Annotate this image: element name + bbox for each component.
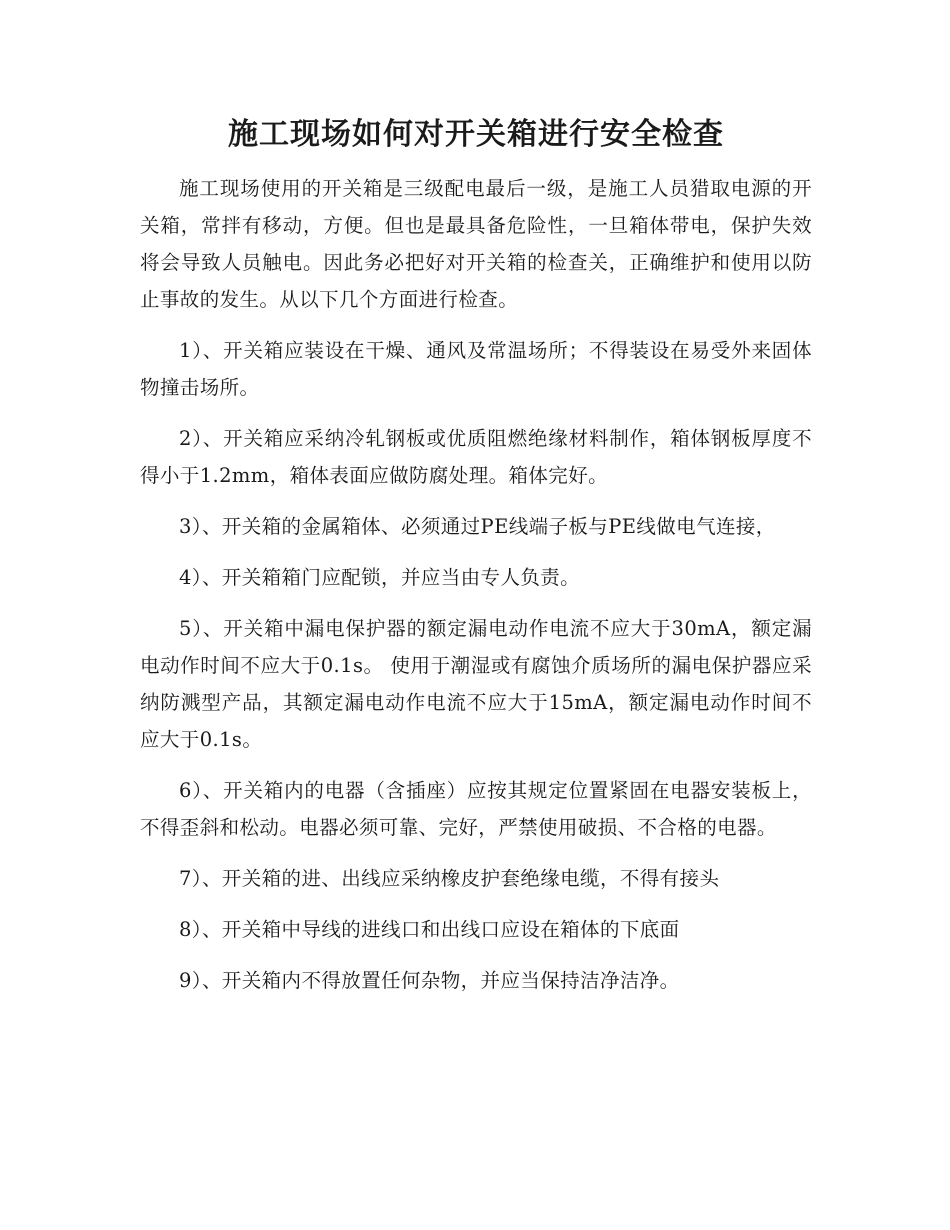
intro-paragraph: 施工现场使用的开关箱是三级配电最后一级，是施工人员猎取电源的开关箱，常拌有移动，方便。但也是最具备危险性，一旦箱体带电，保护失效将会导致人员触电。因此务必把好对开关箱的检查关，正确维护和使用以防止事故的发生。从以下几个方面进行检查。 [140,177,812,311]
check-item-9: 9）、开关箱内不得放置任何杂物，并应当保持洁净洁净。 [179,969,680,992]
check-item-3: 3）、开关箱的金属箱体、必须通过PE线端子板与PE线做电气连接， [179,515,776,538]
check-item-2: 2）、开关箱应采纳冷轧钢板或优质阻燃绝缘材料制作，箱体钢板厚度不得小于1.2mm，箱体表面应做防腐处理。箱体完好。 [140,427,812,487]
check-item-7: 7）、开关箱的进、出线应采纳橡皮护套绝缘电缆，不得有接头 [179,867,720,890]
document-title: 施工现场如何对开关箱进行安全检查 [228,117,724,152]
check-item-4: 4）、开关箱箱门应配锁，并应当由专人负责。 [179,566,581,589]
check-item-6: 6）、开关箱内的电器（含插座）应按其规定位置紧固在电器安装板上，不得歪斜和松动。电器必须可靠、完好，严禁使用破损、不合格的电器。 [140,779,812,839]
document-page [140,110,812,1013]
check-item-8: 8）、开关箱中导线的进线口和出线口应设在箱体的下底面 [179,918,680,941]
check-item-1: 1）、开关箱应装设在干燥、通风及常温场所；不得装设在易受外来固体物撞击场所。 [140,339,812,399]
check-item-5: 5）、开关箱中漏电保护器的额定漏电动作电流不应大于30mA，额定漏电动作时间不应大于0.1s。 使用于潮湿或有腐蚀介质场所的漏电保护器应采纳防溅型产品，其额定漏电动作电流不应大于15mA，额定漏电动作时间不应大于0.1s。 [140,617,812,751]
